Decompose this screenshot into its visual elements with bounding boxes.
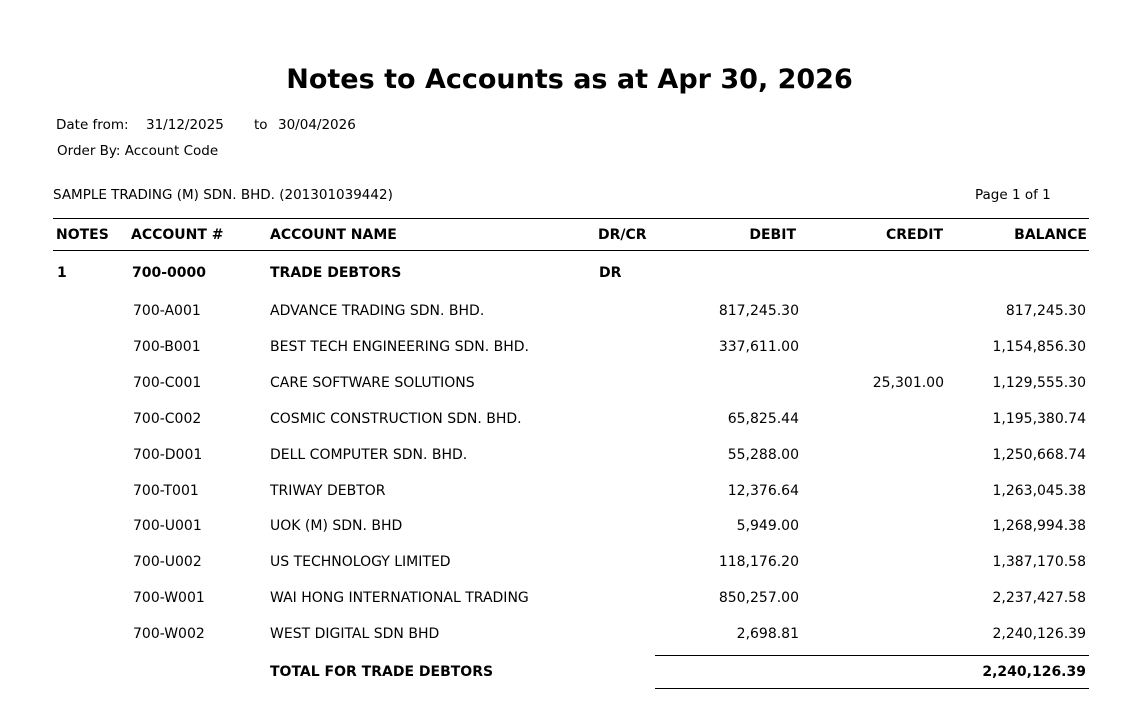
col-debit: DEBIT — [749, 227, 796, 243]
row-debit: 55,288.00 — [727, 447, 799, 463]
row-account-code: 700-B001 — [133, 339, 201, 355]
col-account-name: ACCOUNT NAME — [270, 227, 397, 243]
row-debit: 337,611.00 — [718, 339, 799, 355]
row-account-name: ADVANCE TRADING SDN. BHD. — [270, 303, 485, 319]
total-top-rule — [655, 655, 1089, 656]
row-account-name: TRIWAY DEBTOR — [270, 483, 386, 499]
row-debit: 2,698.81 — [736, 626, 799, 642]
col-drcr: DR/CR — [598, 227, 647, 243]
report-title: Notes to Accounts as at Apr 30, 2026 — [286, 64, 853, 95]
row-debit: 12,376.64 — [727, 483, 799, 499]
row-debit: 118,176.20 — [718, 554, 799, 570]
total-bottom-rule — [655, 688, 1089, 689]
row-debit: 65,825.44 — [727, 411, 799, 427]
row-balance: 1,154,856.30 — [992, 339, 1086, 355]
row-account-code: 700-T001 — [133, 483, 199, 499]
row-account-code: 700-C002 — [133, 411, 202, 427]
row-balance: 1,263,045.38 — [992, 483, 1086, 499]
row-balance: 1,195,380.74 — [992, 411, 1086, 427]
date-to-value: 30/04/2026 — [278, 117, 356, 133]
row-debit: 850,257.00 — [718, 590, 799, 606]
company-name: SAMPLE TRADING (M) SDN. BHD. (201301039442) — [53, 187, 393, 203]
row-account-name: BEST TECH ENGINEERING SDN. BHD. — [270, 339, 529, 355]
col-notes: NOTES — [56, 227, 109, 243]
date-from-value: 31/12/2025 — [146, 117, 224, 133]
col-account-no: ACCOUNT # — [131, 227, 224, 243]
col-balance: BALANCE — [1014, 227, 1087, 243]
row-balance: 2,237,427.58 — [992, 590, 1086, 606]
row-debit: 5,949.00 — [736, 518, 799, 534]
group-drcr: DR — [599, 265, 622, 281]
page-indicator: Page 1 of 1 — [975, 187, 1051, 203]
row-credit: 25,301.00 — [872, 375, 944, 391]
row-account-code: 700-W001 — [133, 590, 205, 606]
group-note: 1 — [57, 265, 67, 281]
total-balance: 2,240,126.39 — [982, 664, 1086, 680]
row-debit: 817,245.30 — [718, 303, 799, 319]
row-account-code: 700-U002 — [133, 554, 202, 570]
row-account-name: WEST DIGITAL SDN BHD — [270, 626, 440, 642]
row-account-code: 700-D001 — [133, 447, 203, 463]
row-balance: 1,387,170.58 — [992, 554, 1086, 570]
group-name: TRADE DEBTORS — [270, 265, 402, 281]
row-account-name: DELL COMPUTER SDN. BHD. — [270, 447, 468, 463]
row-balance: 817,245.30 — [1005, 303, 1086, 319]
row-balance: 1,268,994.38 — [992, 518, 1086, 534]
date-to-label: to — [254, 117, 268, 133]
header-bottom-rule — [53, 250, 1089, 251]
header-top-rule — [53, 218, 1089, 219]
total-label: TOTAL FOR TRADE DEBTORS — [270, 664, 494, 680]
row-account-code: 700-A001 — [133, 303, 201, 319]
row-balance: 1,129,555.30 — [992, 375, 1086, 391]
row-account-name: US TECHNOLOGY LIMITED — [270, 554, 451, 570]
row-account-name: UOK (M) SDN. BHD — [270, 518, 403, 534]
row-account-name: WAI HONG INTERNATIONAL TRADING — [270, 590, 529, 606]
row-account-code: 700-C001 — [133, 375, 202, 391]
row-balance: 1,250,668.74 — [992, 447, 1086, 463]
date-from-label: Date from: — [56, 117, 129, 133]
group-code: 700-0000 — [132, 265, 206, 281]
row-account-code: 700-W002 — [133, 626, 205, 642]
col-credit: CREDIT — [886, 227, 943, 243]
row-account-name: CARE SOFTWARE SOLUTIONS — [270, 375, 475, 391]
row-account-code: 700-U001 — [133, 518, 202, 534]
order-by: Order By: Account Code — [57, 143, 219, 159]
row-balance: 2,240,126.39 — [992, 626, 1086, 642]
row-account-name: COSMIC CONSTRUCTION SDN. BHD. — [270, 411, 522, 427]
